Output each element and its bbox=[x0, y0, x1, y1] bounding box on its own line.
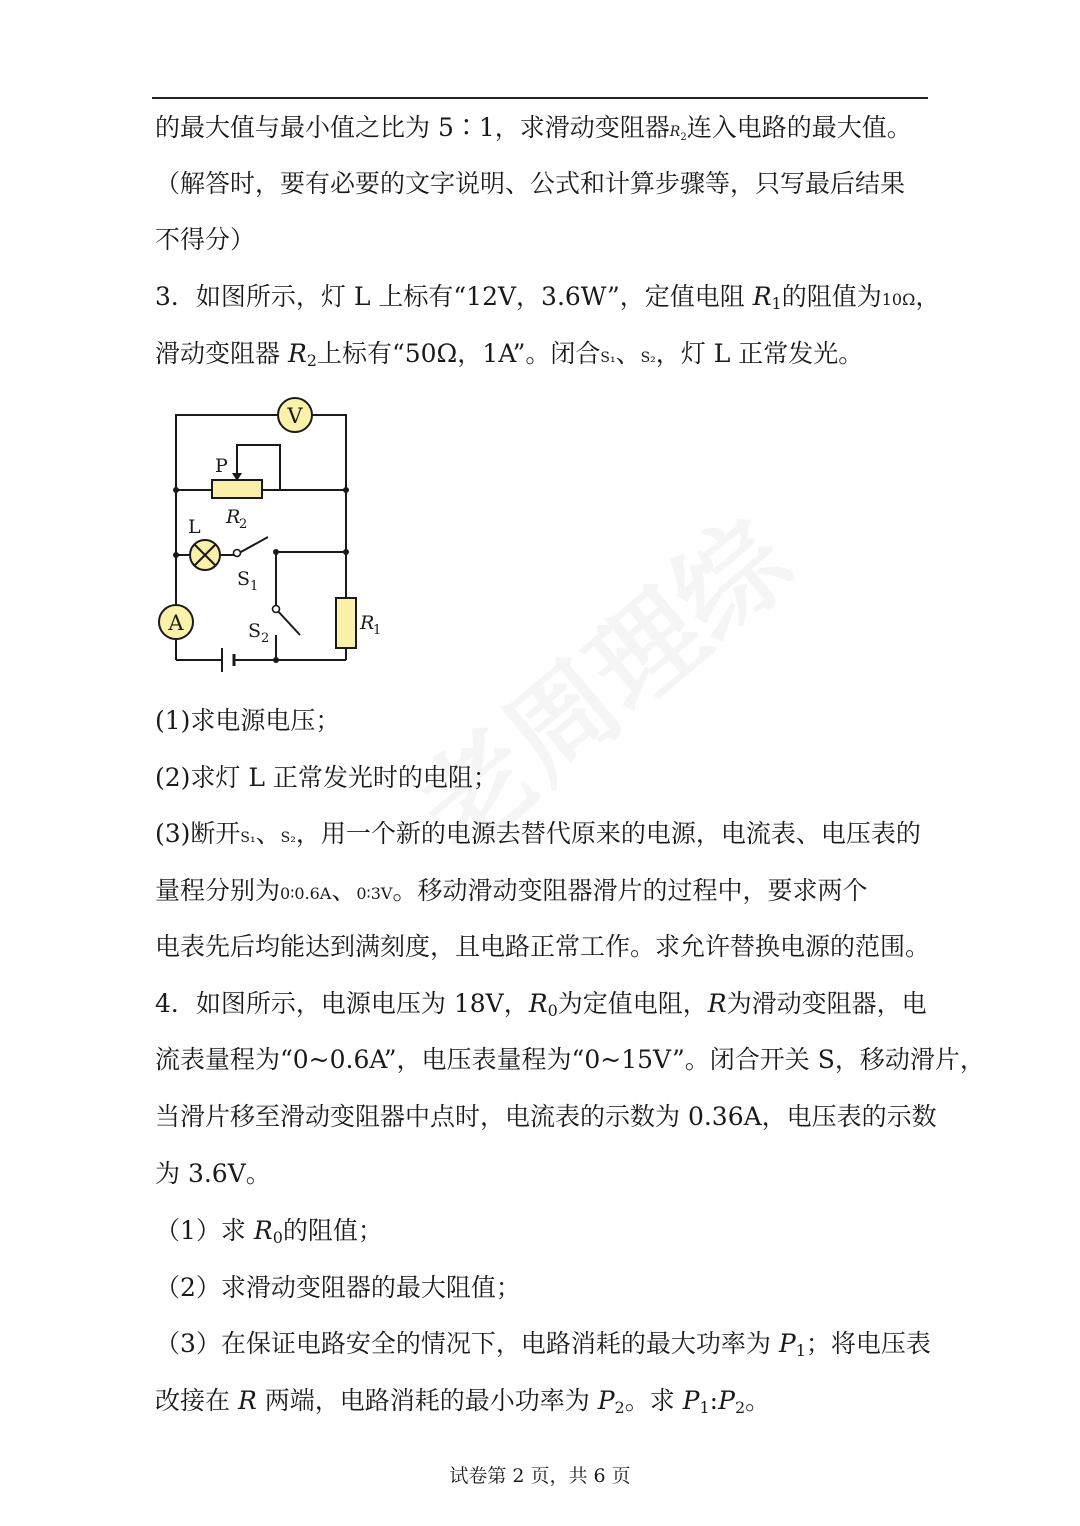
s2-subscript: 2 bbox=[261, 631, 270, 646]
q2-line-1: 的最大值与最小值之比为 5∶1，求滑动变阻器$R_2$连入电路的最大值。 bbox=[155, 113, 912, 143]
r2-subscript: 2 bbox=[239, 517, 248, 532]
q3-line-1: 3．如图所示，灯 L 上标有“12V，3.6W”，定值电阻 $R_1$的阻值为10Ω， bbox=[155, 282, 941, 313]
junction-dot bbox=[343, 487, 349, 493]
q2-line-2: （解答时，要有必要的文字说明、公式和计算步骤等，只写最后结果 bbox=[155, 169, 906, 198]
q3-sub-3-line-1: (3)断开S₁、S₂，用一个新的电源去替代原来的电源，电流表、电压表的 bbox=[155, 819, 921, 848]
junction-dot bbox=[343, 549, 349, 555]
voltmeter-label: V bbox=[287, 404, 303, 428]
r1-subscript: 1 bbox=[373, 623, 382, 638]
resistor-r1 bbox=[336, 598, 356, 648]
q2-line-3: 不得分） bbox=[155, 225, 256, 254]
q4-line-2: 流表量程为“0~0.6A”，电压表量程为“0~15V”。闭合开关 S，移动滑片， bbox=[155, 1045, 985, 1074]
page-footer: 试卷第 2 页，共 6 页 bbox=[449, 1465, 631, 1487]
q4-sub-1: （1）求 $R_0$的阻值； bbox=[155, 1216, 383, 1247]
q3-line-2: 滑动变阻器 $R_2$上标有“50Ω，1A”。闭合S₁、S₂，灯 L 正常发光。 bbox=[155, 339, 864, 370]
s2-contact bbox=[273, 606, 280, 613]
junction-dot bbox=[273, 549, 279, 555]
q3-sub-3-line-3: 电表先后均能达到满刻度，且电路正常工作。求允许替换电源的范围。 bbox=[155, 932, 931, 961]
lamp-label: L bbox=[188, 516, 201, 538]
q4-line-1: 4．如图所示，电源电压为 18V，$R_0$为定值电阻，R为滑动变阻器，电 bbox=[155, 989, 927, 1020]
s1-label: S bbox=[237, 568, 251, 590]
q4-line-3: 当滑片移至滑动变阻器中点时，电流表的示数为 0.36A，电压表的示数 bbox=[155, 1102, 937, 1131]
r1-label: R bbox=[360, 612, 375, 634]
junction-dot bbox=[173, 552, 179, 558]
r2-label: R bbox=[226, 506, 241, 528]
s1-contact bbox=[234, 550, 241, 557]
q4-sub-2: （2）求滑动变阻器的最大阻值； bbox=[155, 1273, 521, 1302]
q3-sub-2: (2)求灯 L 正常发光时的电阻； bbox=[155, 763, 498, 792]
ammeter-label: A bbox=[168, 611, 184, 635]
slider-label: P bbox=[215, 455, 228, 477]
rheostat-r2 bbox=[212, 480, 262, 498]
q4-line-4: 为 3.6V。 bbox=[155, 1159, 271, 1188]
q3-sub-1: (1)求电源电压； bbox=[155, 706, 341, 735]
q4-sub-3-line-2: 改接在 R 两端，电路消耗的最小功率为 $P_2$。求 $P_1:P_2$。 bbox=[155, 1386, 771, 1417]
q3-sub-3-line-2: 量程分别为0∶0.6A、0∶3V。移动滑动变阻器滑片的过程中，要求两个 bbox=[155, 876, 868, 905]
junction-dot bbox=[273, 657, 279, 663]
junction-dot bbox=[173, 487, 179, 493]
header-rule bbox=[152, 97, 928, 99]
s1-subscript: 1 bbox=[250, 579, 259, 594]
q4-sub-3-line-1: （3）在保证电路安全的情况下，电路消耗的最大功率为 $P_1$；将电压表 bbox=[155, 1329, 931, 1360]
s2-label: S bbox=[248, 620, 262, 642]
circuit-diagram bbox=[150, 395, 390, 685]
